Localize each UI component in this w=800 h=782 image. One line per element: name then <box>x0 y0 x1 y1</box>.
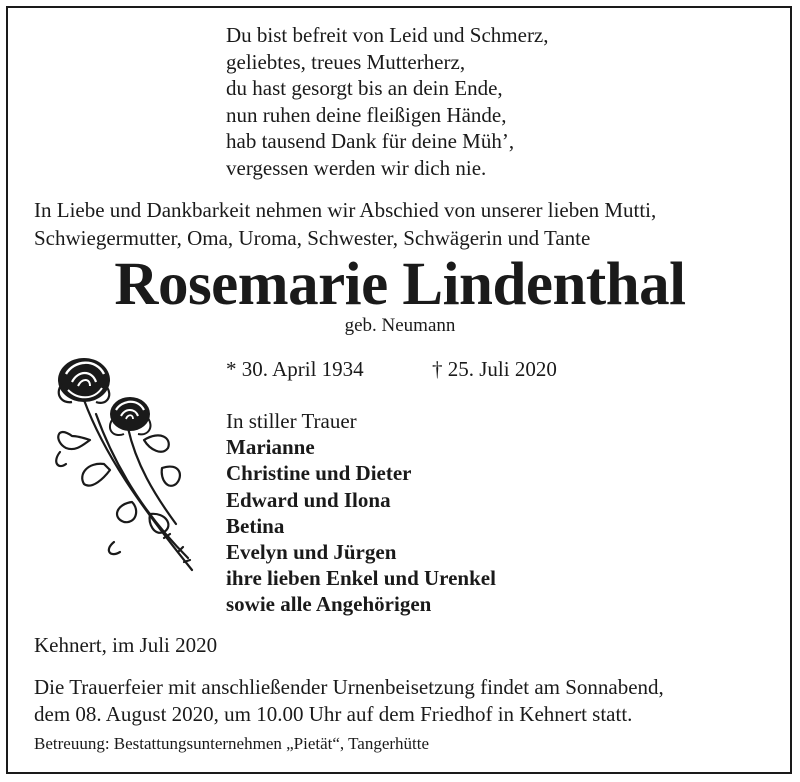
poem-line: hab tausend Dank für deine Müh’, <box>226 129 515 154</box>
birth-date: * 30. April 1934 <box>226 357 364 381</box>
rose-icon <box>44 344 200 580</box>
mourner-name: Christine und Dieter <box>226 461 412 486</box>
deceased-name: Rosemarie Lindenthal <box>114 251 686 318</box>
intro-text <box>34 196 656 252</box>
intro-line: Schwiegermutter, Oma, Uroma, Schwester, Schwägerin und Tante <box>34 226 591 250</box>
poem-line: nun ruhen deine fleißigen Hände, <box>226 102 507 127</box>
mourner-name: Evelyn und Jürgen <box>226 540 397 565</box>
mourners-heading: In stiller Trauer <box>226 409 357 433</box>
poem-line: du hast gesorgt bis an dein Ende, <box>226 76 503 101</box>
poem-line: geliebtes, treues Mutterherz, <box>226 49 466 74</box>
maiden-name: geb. Neumann <box>344 315 456 336</box>
place-date: Kehnert, im Juli 2020 <box>34 633 218 657</box>
ceremony-line: Die Trauerfeier mit anschließender Urnenbeisetzung findet am Sonnabend, <box>34 675 664 699</box>
poem-line: vergessen werden wir dich nie. <box>226 155 487 180</box>
poem-line: Du bist befreit von Leid und Schmerz, <box>226 23 549 47</box>
mourner-name: ihre lieben Enkel und Urenkel <box>226 566 496 591</box>
ceremony-info <box>34 674 769 727</box>
intro-line: In Liebe und Dankbarkeit nehmen wir Abschied von unserer lieben Mutti, <box>34 198 657 222</box>
mourner-name: sowie alle Angehörigen <box>226 592 432 617</box>
ceremony-line: dem 08. August 2020, um 10.00 Uhr auf dem Friedhof in Kehnert statt. <box>34 701 633 726</box>
mourner-name: Marianne <box>226 435 315 460</box>
mourner-name: Edward und Ilona <box>226 487 391 512</box>
poem <box>226 22 549 182</box>
mourners-list <box>226 408 496 618</box>
funeral-home-credit: Betreuung: Bestattungsunternehmen „Pietät“, Tangerhütte <box>34 734 430 753</box>
mourner-name: Betina <box>226 513 285 538</box>
death-date: † 25. Juli 2020 <box>432 357 557 381</box>
